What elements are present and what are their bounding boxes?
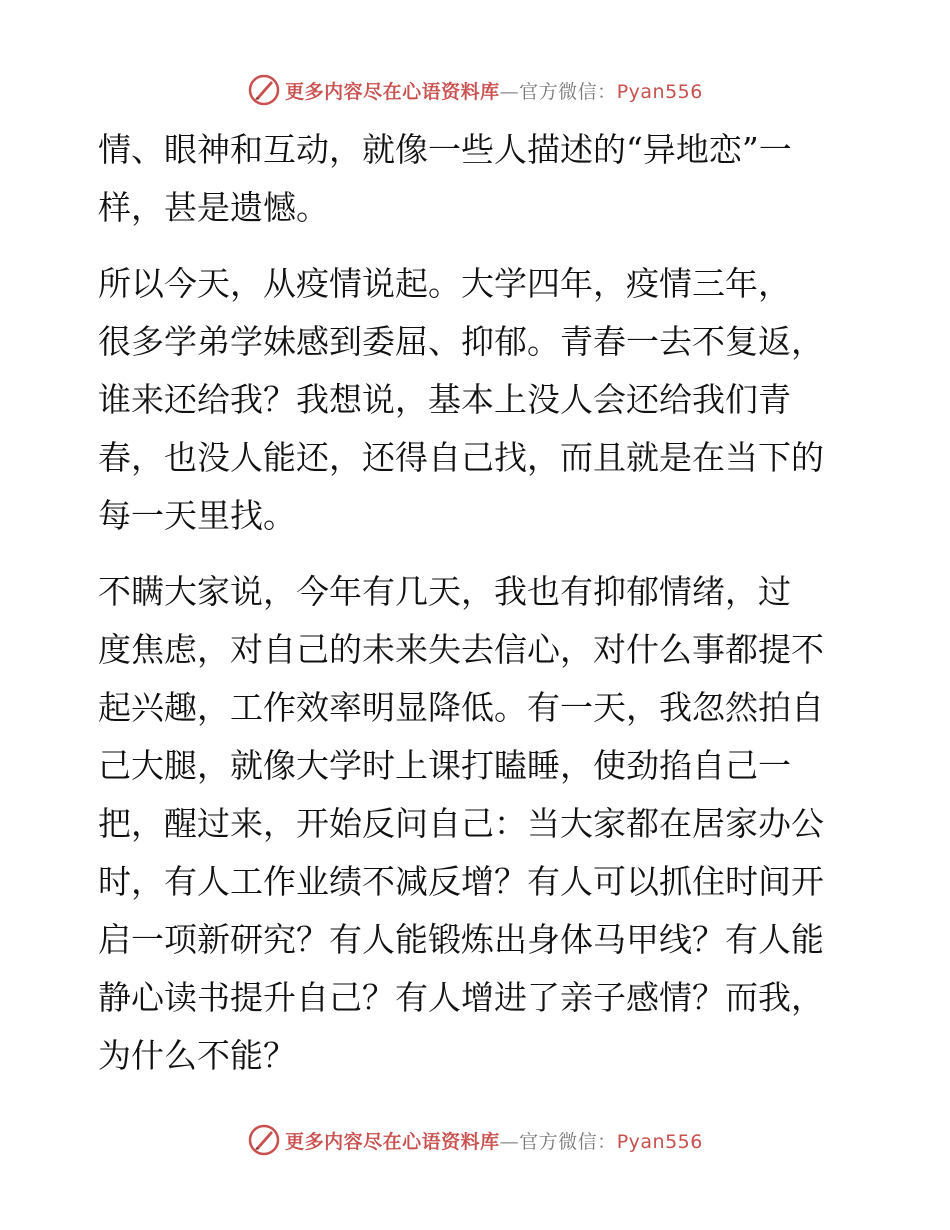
watermark-brand: 更多内容尽在心语资料库 <box>285 1130 500 1153</box>
text-line: 不瞒大家说，今年有几天，我也有抑郁情绪，过 <box>98 572 791 611</box>
watermark-official-label: 官方微信： <box>519 1130 617 1153</box>
text-line: 把，醒过来，开始反问自己：当大家都在居家办公 <box>98 804 824 843</box>
text-line: 度焦虑，对自己的未来失去信心，对什么事都提不 <box>98 630 824 669</box>
document-body <box>98 121 858 1085</box>
watermark-official-label: 官方微信： <box>519 80 617 103</box>
text-line: 起兴趣，工作效率明显降低。有一天，我忽然拍自 <box>98 688 824 727</box>
watermark-text <box>285 1127 703 1154</box>
text-line: 所以今天，从疫情说起。大学四年，疫情三年， <box>98 264 791 303</box>
watermark-brand: 更多内容尽在心语资料库 <box>285 80 500 103</box>
text-line: 启一项新研究？有人能锻炼出身体马甲线？有人能 <box>98 920 824 959</box>
watermark-handle: Pyan556 <box>616 80 703 103</box>
text-line: 静心读书提升自己？有人增进了亲子感情？而我， <box>98 978 824 1017</box>
text-line: 每一天里找。 <box>98 496 296 535</box>
text-line: 很多学弟学妹感到委屈、抑郁。青春一去不复返， <box>98 322 824 361</box>
watermark-handle: Pyan556 <box>616 1130 703 1153</box>
text-line: 样，甚是遗憾。 <box>98 188 329 227</box>
paragraph-1 <box>98 121 858 237</box>
watermark-separator: — <box>499 1130 520 1153</box>
text-line: 谁来还给我？我想说，基本上没人会还给我们青 <box>98 380 791 419</box>
paragraph-3 <box>98 563 858 1085</box>
text-line: 为什么不能？ <box>98 1036 296 1075</box>
watermark-separator: — <box>499 80 520 103</box>
header-watermark <box>0 70 950 110</box>
text-line: 情、眼神和互动，就像一些人描述的“异地恋”一 <box>98 130 792 169</box>
watermark-text <box>285 77 703 104</box>
text-line: 时，有人工作业绩不减反增？有人可以抓住时间开 <box>98 862 824 901</box>
quill-pen-logo-icon <box>247 73 281 107</box>
footer-watermark <box>0 1120 950 1160</box>
quill-pen-logo-icon <box>247 1123 281 1157</box>
text-line: 己大腿，就像大学时上课打瞌睡，使劲掐自己一 <box>98 746 791 785</box>
paragraph-2 <box>98 255 858 545</box>
text-line: 春，也没人能还，还得自己找，而且就是在当下的 <box>98 438 824 477</box>
